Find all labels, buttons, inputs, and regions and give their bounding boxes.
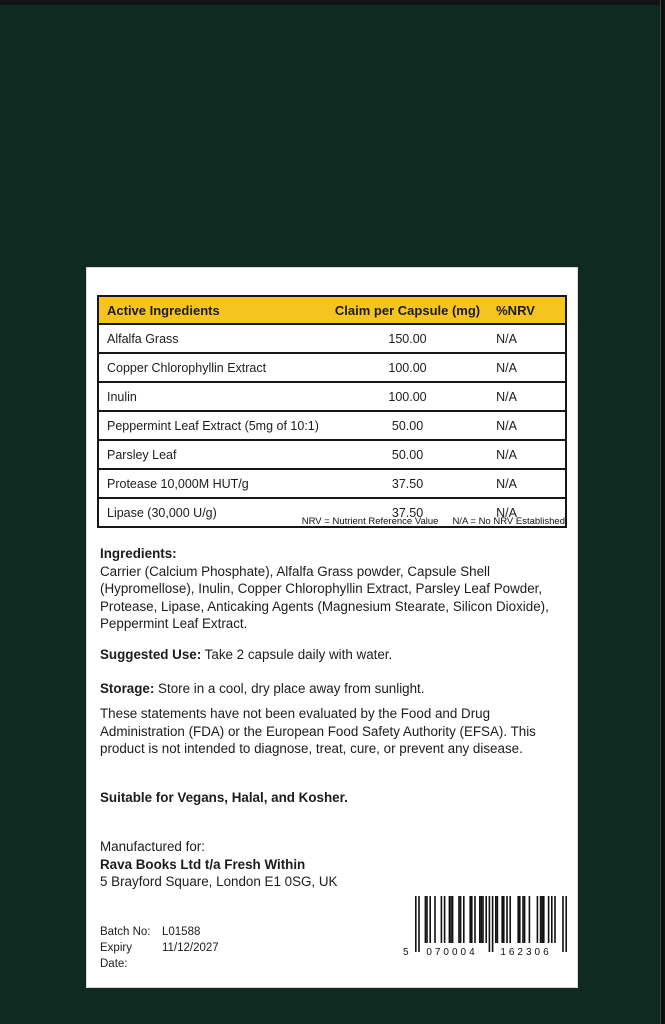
- suggested-use-label: Suggested Use:: [100, 647, 202, 662]
- table-row: [98, 440, 566, 469]
- claim-cell: 150.00: [327, 324, 488, 353]
- ingredient-name-cell: Alfalfa Grass: [98, 324, 327, 353]
- claim-cell: 100.00: [327, 382, 488, 411]
- batch-no-value: L01588: [162, 926, 201, 938]
- nrv-cell: N/A: [488, 324, 566, 353]
- table-row: [98, 411, 566, 440]
- nrv-cell: N/A: [488, 498, 566, 527]
- barcode-digits-right: 162306: [500, 947, 552, 958]
- manufactured-for-label: Manufactured for:: [100, 839, 205, 854]
- ingredient-name-cell: Lipase (30,000 U/g): [98, 498, 327, 527]
- storage-section: [100, 680, 568, 698]
- manufacturer-section: [100, 838, 568, 891]
- suggested-use-text: Take 2 capsule daily with water.: [201, 647, 393, 662]
- ingredients-section: [100, 545, 568, 633]
- ingredient-name-cell: Inulin: [98, 382, 327, 411]
- header-active-ingredients: Active Ingredients: [98, 296, 327, 324]
- expiry-row: [100, 940, 219, 972]
- ean13-barcode: [403, 896, 569, 958]
- ingredient-name-cell: Peppermint Leaf Extract (5mg of 10:1): [98, 411, 327, 440]
- table-header-row: [98, 296, 566, 324]
- table-footnote: [302, 516, 565, 527]
- nrv-cell: N/A: [488, 353, 566, 382]
- storage-text: Store in a cool, dry place away from sunlight.: [154, 681, 425, 696]
- claim-cell: 50.00: [327, 440, 488, 469]
- header-claim-per-capsule: Claim per Capsule (mg): [327, 296, 488, 324]
- manufacturer-address: 5 Brayford Square, London E1 0SG, UK: [100, 874, 338, 889]
- batch-expiry-block: [100, 924, 219, 972]
- claim-cell: 50.00: [327, 411, 488, 440]
- nrv-cell: N/A: [488, 469, 566, 498]
- nrv-cell: N/A: [488, 411, 566, 440]
- table-row: [98, 353, 566, 382]
- ingredient-name-cell: Parsley Leaf: [98, 440, 327, 469]
- manufacturer-company: Rava Books Ltd t/a Fresh Within: [100, 856, 306, 872]
- table-row: [98, 382, 566, 411]
- expiry-date-value: 11/12/2027: [162, 942, 219, 954]
- ingredient-name-cell: Protease 10,000M HUT/g: [98, 469, 327, 498]
- nrv-cell: N/A: [488, 382, 566, 411]
- barcode-bars: [415, 896, 567, 954]
- photo-right-edge: [660, 0, 665, 1024]
- claim-cell: 37.50: [327, 498, 488, 527]
- batch-row: [100, 924, 219, 940]
- claim-cell: 100.00: [327, 353, 488, 382]
- product-label-card: [86, 267, 578, 988]
- table-row: [98, 469, 566, 498]
- table-row: [98, 324, 566, 353]
- expiry-date-label: Expiry Date:: [100, 942, 132, 970]
- photo-top-edge: [0, 0, 665, 5]
- batch-no-label: Batch No:: [100, 926, 151, 938]
- barcode-digits-left: 070004: [426, 947, 478, 958]
- storage-label: Storage:: [100, 681, 155, 696]
- claim-cell: 37.50: [327, 469, 488, 498]
- header-nrv: %NRV: [488, 296, 566, 324]
- suitability-statement: Suitable for Vegans, Halal, and Kosher.: [100, 790, 348, 805]
- footnote-na-definition: N/A = No NRV Established: [452, 516, 565, 527]
- suggested-use-section: [100, 646, 568, 664]
- barcode-digit-first: 5: [403, 947, 409, 958]
- nrv-cell: N/A: [488, 440, 566, 469]
- active-ingredients-table: [97, 295, 567, 528]
- ingredients-heading: Ingredients:: [100, 546, 177, 561]
- ingredient-name-cell: Copper Chlorophyllin Extract: [98, 353, 327, 382]
- footnote-nrv-definition: NRV = Nutrient Reference Value: [301, 516, 439, 527]
- ingredients-body: Carrier (Calcium Phosphate), Alfalfa Grass powder, Capsule Shell (Hypromellose), Inulin, Copper Chlorophyllin Extract, Parsley Leaf Powder, Protease, Lipase, Anticaking Agents (Magnesium Stearate, Silicon Dioxide), Peppermint Leaf Extract.: [100, 563, 549, 631]
- disclaimer-text: These statements have not been evaluated by the Food and Drug Administration (FDA) or the European Food Safety Authority (EFSA). This product is not intended to diagnose, treat, cure, or prevent any disease.: [100, 706, 536, 756]
